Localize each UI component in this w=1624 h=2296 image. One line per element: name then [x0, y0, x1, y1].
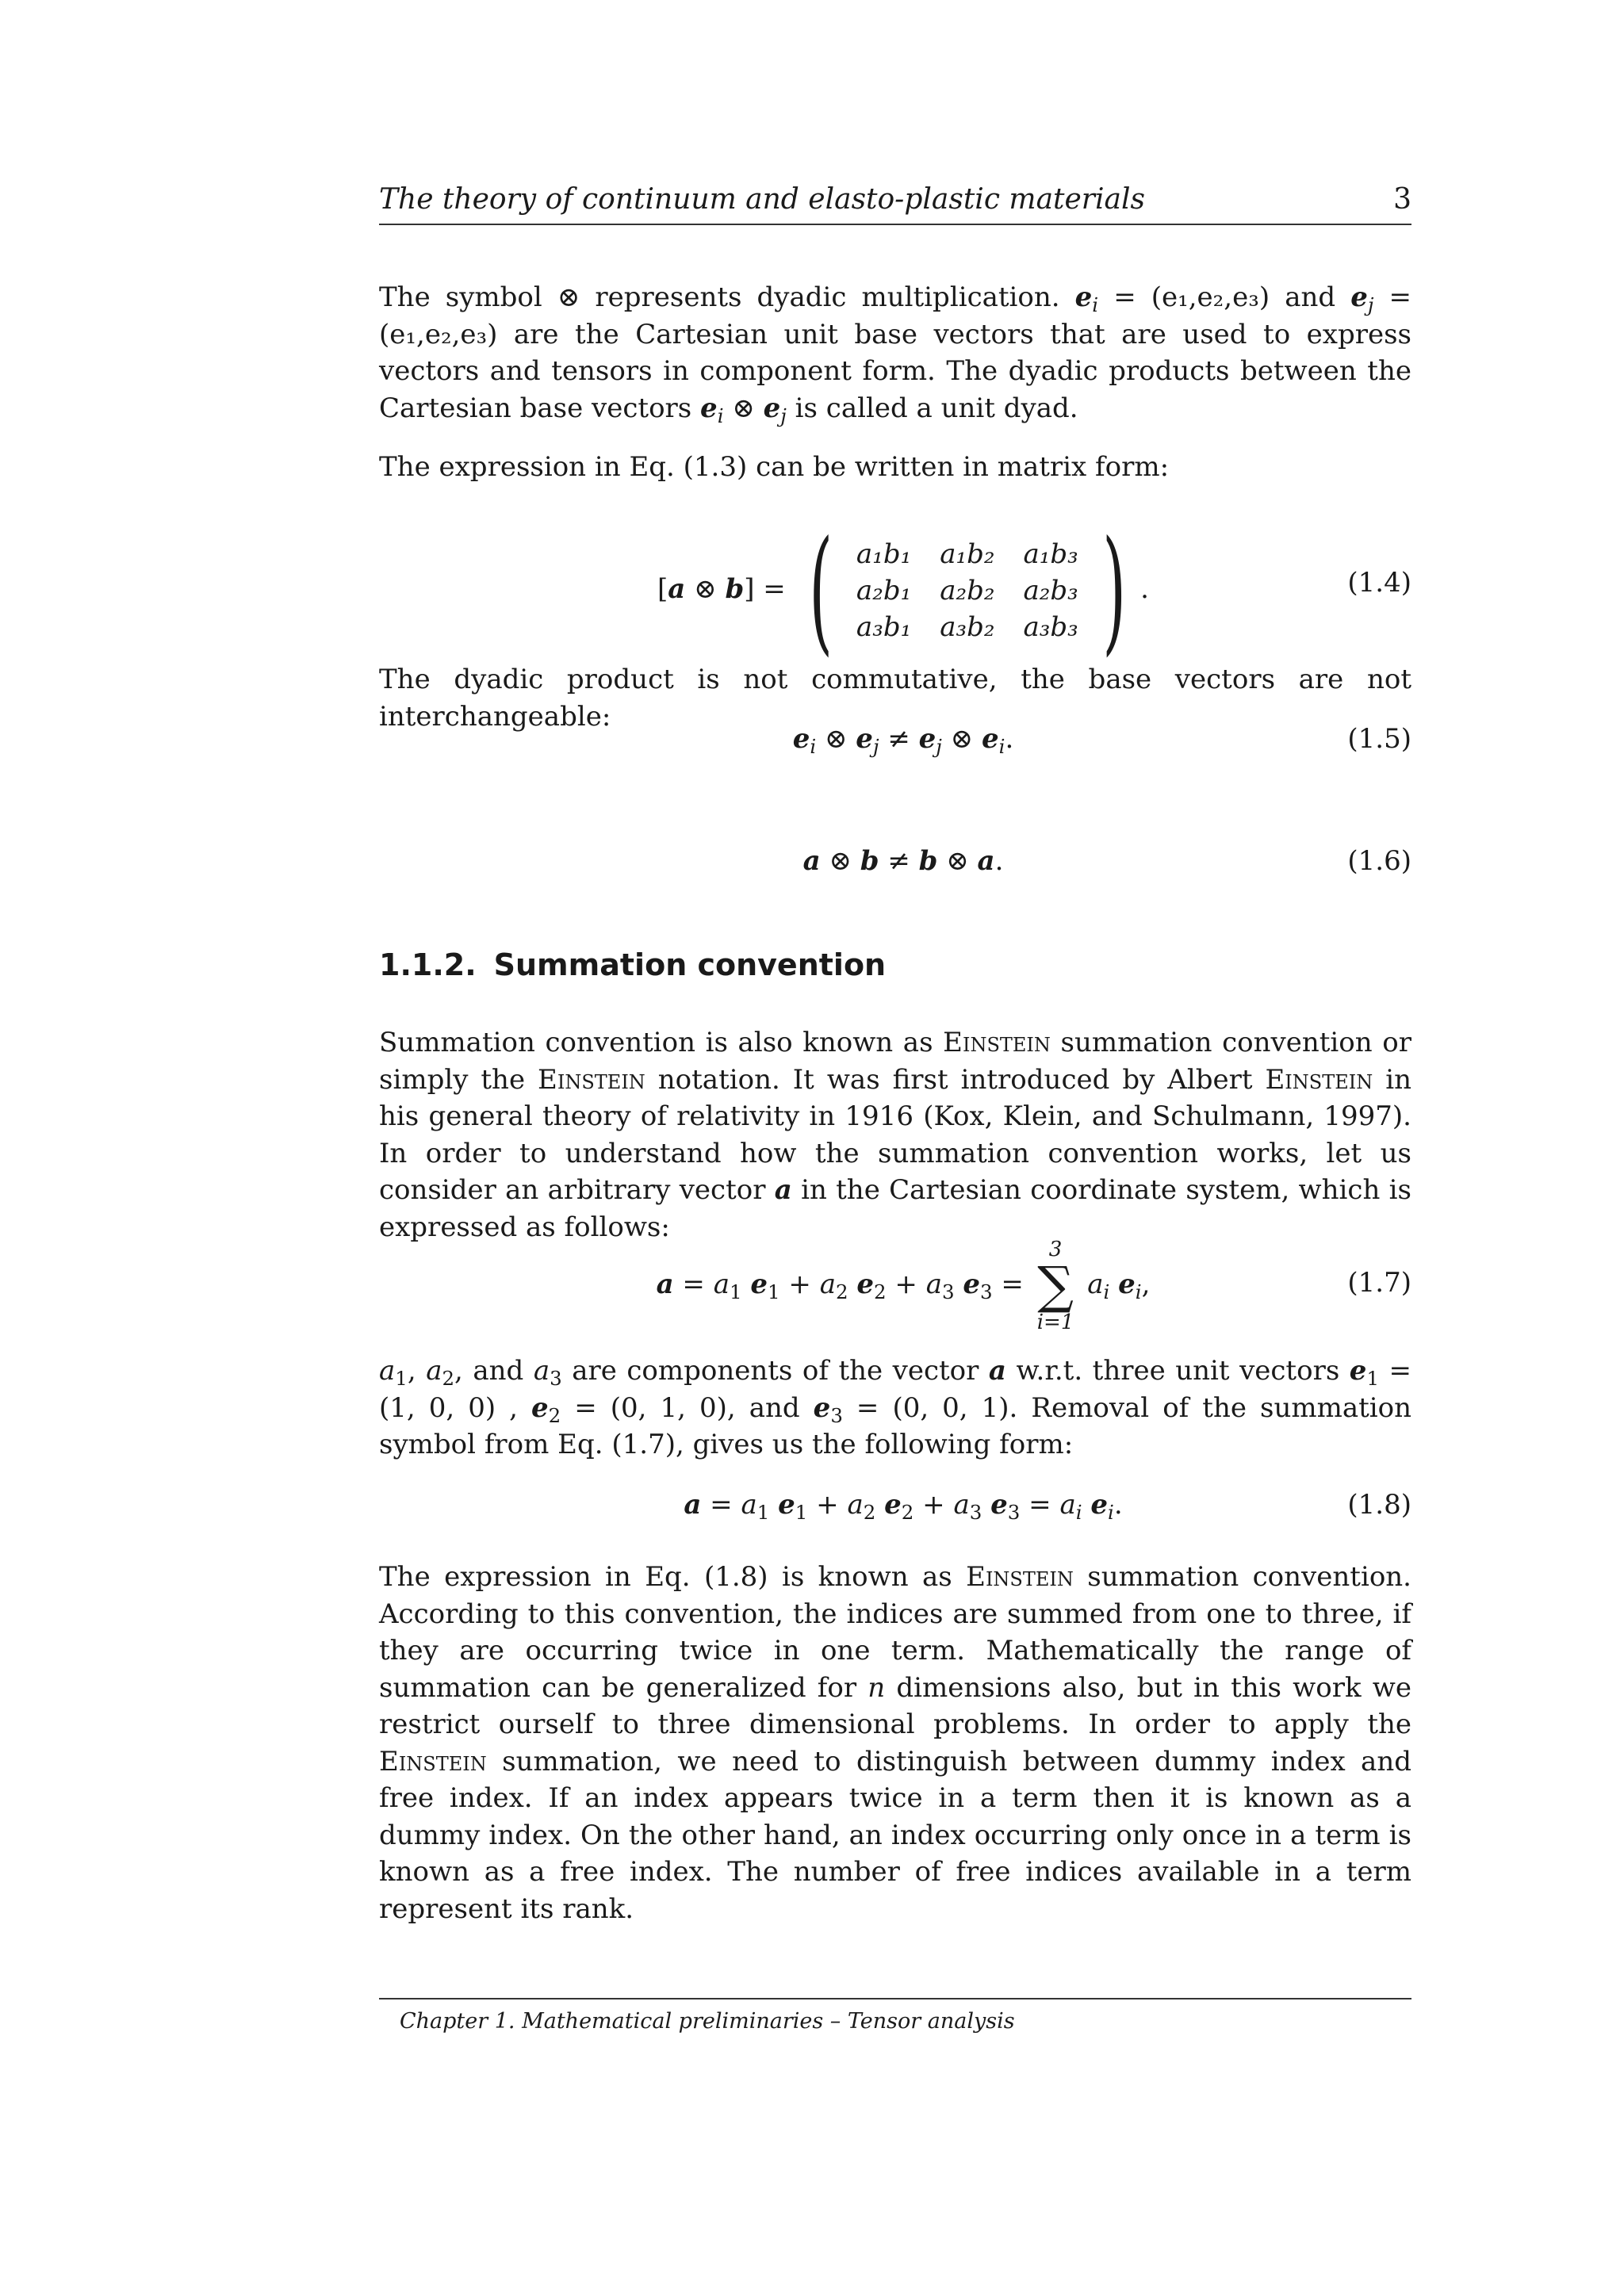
- summation-symbol: 3 ∑ i=1: [1036, 1238, 1074, 1334]
- equation-1-8: $a = a_1$ $e_1 + a_2$ $e_2 + a_3$ $e_3 = a_i$ $e_i$. (1.8): [684, 1489, 1411, 1524]
- matrix-cell: a₂b₂: [940, 575, 995, 607]
- equation-number-1-4: (1.4): [1347, 567, 1411, 599]
- paragraph-components: $a_1$, $a_2$, and $a_3$ are components of the vector a w.r.t. three unit vectors $e_1 = (1$, 0, 0) , $e_2 = (0$, 1, 0), and $e_3 = (0$, 0, 1). Removal of the summation symbol from Eq. (1.7), gives us the following form:: [379, 1355, 1412, 1460]
- paragraph-matrix-form: The expression in Eq. (1.3) can be written in matrix form:: [379, 451, 1170, 483]
- matrix-cell: a₃b₁: [856, 611, 912, 643]
- equation-number-1-5: (1.5): [1347, 723, 1411, 755]
- paragraph-dyadic-intro: The symbol ⊗ represents dyadic multiplication. $e_i = (e_1,e_2,e_3)$ and $e_j = (e_1,e_2,e_3)$ are the Cartesian unit base vectors that are used to express vectors and tensors in component form. The dyadic products between the Cartesian base vectors $e_i$ ⊗ $e_j$ is called a unit dyad.: [379, 281, 1411, 427]
- page-footer: [379, 1998, 1411, 2034]
- equation-1-7: $a = a_1$ $e_1 + a_2$ $e_2 + a_3$ $e_3$ = 3 ∑ i=1 $a_i$ $e_i$, (1.7): [656, 1238, 1411, 1334]
- matrix-cell: a₃b₃: [1023, 611, 1078, 643]
- running-title: The theory of continuum and elasto-plastic materials: [379, 183, 1145, 216]
- matrix-cell: a₃b₂: [940, 611, 995, 643]
- equation-number-1-6: (1.6): [1347, 845, 1411, 877]
- section-number: 1.1.2.: [379, 947, 477, 982]
- footer-chapter: Chapter 1. Mathematical preliminaries – Tensor analysis: [400, 2009, 1015, 2034]
- section-title: Summation convention: [493, 947, 887, 982]
- page-number: 3: [1393, 183, 1411, 216]
- paragraph-summation-intro: Summation convention is also known as Einstein summation convention or simply the Einstein notation. It was first introduced by Albert Einstein in his general theory of relativity in 1916 (Kox, Klein, and Schulmann, 1997). In order to understand how the summation convention works, let us consider an arbitrary vector a in the Cartesian coordinate system, which is expressed as follows:: [379, 1027, 1411, 1243]
- matrix-cell: a₂b₁: [856, 575, 912, 607]
- equation-1-5: $e_i$ ⊗ $e_j \ne e_j$ ⊗ $e_i$. (1.5): [792, 723, 1411, 758]
- equation-1-6: a ⊗ b ≠ b ⊗ a. (1.6): [802, 845, 1411, 877]
- equation-number-1-8: (1.8): [1347, 1489, 1411, 1521]
- matrix-cell: a₁b₁: [856, 538, 912, 570]
- matrix-cell: a₂b₃: [1023, 575, 1078, 607]
- equation-number-1-7: (1.7): [1347, 1267, 1411, 1299]
- paragraph-einstein-convention: The expression in Eq. (1.8) is known as Einstein summation convention. According to this convention, the indices are summed from one to three, if they are occurring twice in one term. Mathematically the range of summation can be generalized for n dimensions also, but in this work we restrict ourself to three dimensional problems. In order to apply the Einstein summation, we need to distinguish between dummy index and free index. If an index appears twice in a term then it is known as a dummy index. On the other hand, an index occurring only once in a term is known as a free index. The number of free indices available in a term represent its rank.: [379, 1561, 1411, 1925]
- equation-1-4: [a ⊗ b] = ( a₁b₁ a₁b₂ a₁b₃ a₂b₁ a₂b₂ a₂b₃ a₃b₁ a₃b₂ a₃b₃ ) . (1.4): [657, 512, 1411, 669]
- running-header: [379, 181, 1411, 225]
- matrix-cell: a₁b₂: [940, 538, 995, 570]
- section-heading: [379, 945, 886, 985]
- page: [379, 0, 1411, 2296]
- matrix-cell: a₁b₃: [1023, 538, 1078, 570]
- equation-1-4-lhs: [a ⊗ b] =: [657, 573, 786, 605]
- paragraph-not-commutative: The dyadic product is not commutative, the base vectors are not interchangeable:: [379, 664, 1411, 733]
- matrix-ab: ( a₁b₁ a₁b₂ a₁b₃ a₂b₁ a₂b₂ a₂b₃ a₃b₁ a₃b₂ a₃b₃ ): [808, 512, 1126, 669]
